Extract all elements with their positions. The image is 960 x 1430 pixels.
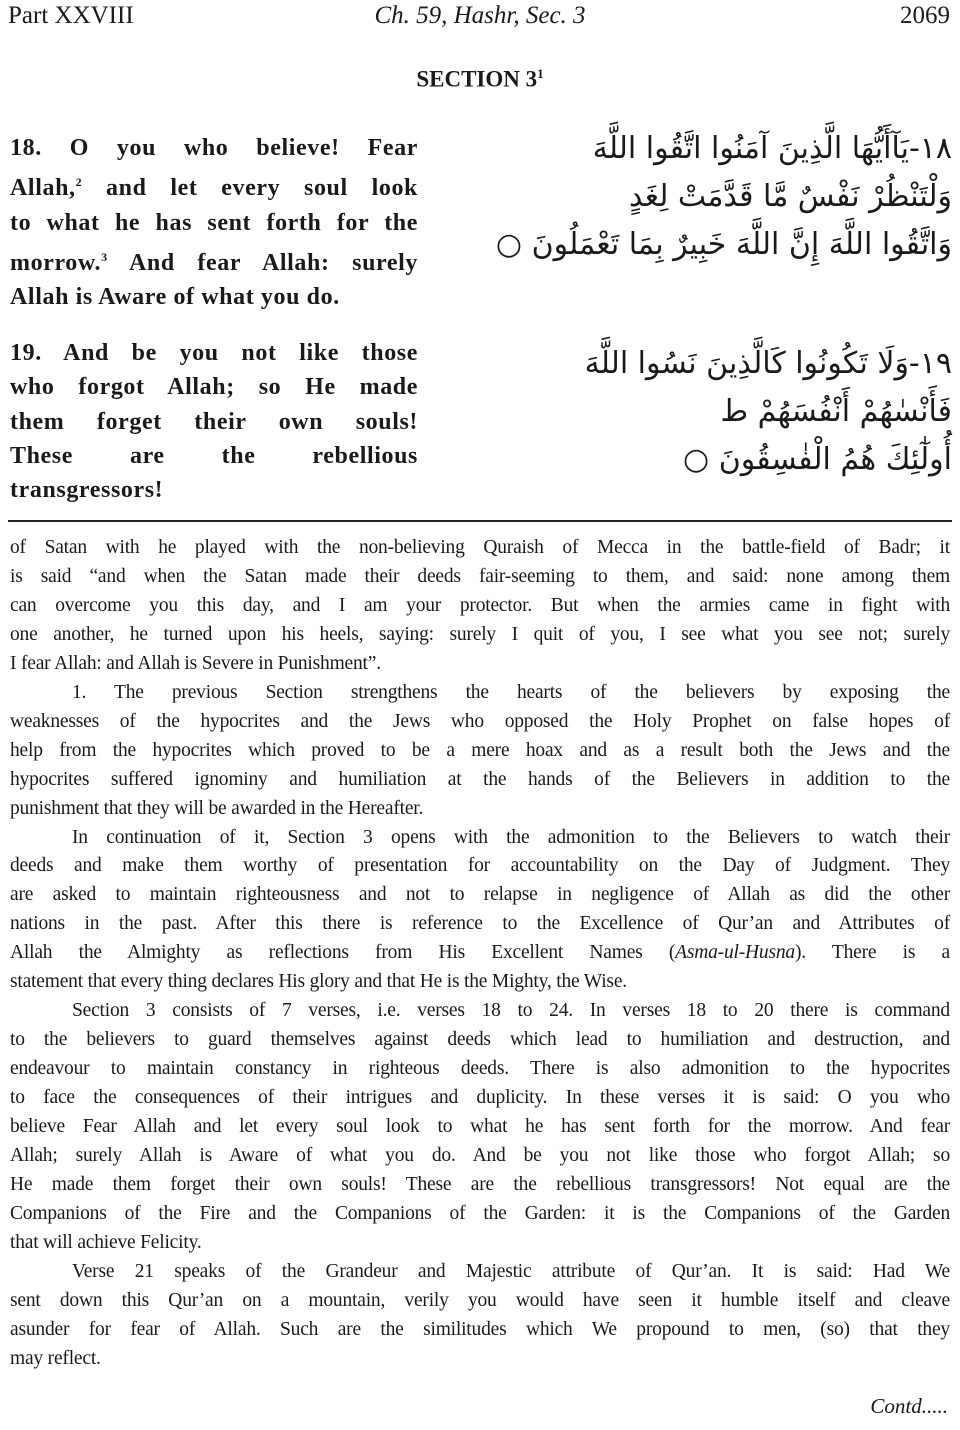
verse-line: morrow.$^3$ And fear Allah: surely — [10, 249, 418, 276]
commentary-line: statement that every thing declares His glory and that He is the Mighty, the Wise. — [10, 971, 627, 993]
commentary-line: of Satan with he played with the non-believing Quraish of Mecca in the battle-field of Badr; it — [10, 537, 950, 558]
verse-line: These are the rebellious — [10, 442, 418, 469]
divider-rule — [8, 520, 952, 522]
section-title — [0, 66, 960, 93]
commentary-line: is said “and when the Satan made their deeds fair-seeming to them, and said: none among them — [10, 565, 950, 587]
arabic-line: ١٩-وَلَا تَكُونُوا كَالَّذِينَ نَسُوا اللَّهَ — [584, 346, 952, 381]
verse-line: who forgot Allah; so He made — [10, 374, 418, 401]
commentary-line: Verse 21 speaks of the Grandeur and Majestic attribute of Qur’an. It is said: Had We — [72, 1260, 950, 1282]
verse-line: them forget their own souls! — [10, 408, 418, 435]
commentary-line: Allah; surely Allah is Aware of what you do. And be you not like those who forgot Allah; so — [10, 1145, 950, 1167]
continued-note: Contd..... — [870, 1394, 948, 1418]
footnote-ref: 3 — [101, 249, 108, 264]
commentary-line: help from the hypocrites which proved to be a mere hoax and as a result both the Jews and the — [10, 739, 950, 761]
commentary-line: may reflect. — [10, 1347, 101, 1369]
commentary-line: to face the consequences of their intrigues and duplicity. In these verses it is said: O you who — [10, 1087, 950, 1109]
commentary-line: I fear Allah: and Allah is Severe in Punishment”. — [10, 652, 381, 674]
verse-18-translation — [10, 131, 418, 314]
page-number: 2069 — [900, 2, 950, 29]
verse-line: 18. O you who believe! Fear — [10, 135, 418, 161]
running-head-chapter: Ch. 59, Hashr, Sec. 3 — [374, 2, 586, 29]
commentary-line: Section 3 consists of 7 verses, i.e. verses 18 to 24. In verses 18 to 20 there is command — [72, 1000, 950, 1022]
arabic-line: أُولٰٓئِكَ هُمُ الْفٰسِقُونَ ○ — [683, 442, 952, 477]
commentary — [10, 534, 950, 1374]
verse-line: transgressors! — [10, 477, 164, 504]
commentary-line: one another, he turned upon his heels, saying: surely I quit of you, I see what you see not; surely — [10, 623, 950, 645]
commentary-line: endeavour to maintain constancy in righteous deeds. There is also admonition to the hypocrites — [10, 1058, 950, 1080]
commentary-line: that will achieve Felicity. — [10, 1231, 202, 1253]
running-head-part: Part XXVIII — [8, 2, 134, 29]
term-italic: Asma-ul-Husna — [675, 942, 795, 964]
commentary-line: In continuation of it, Section 3 opens with the admonition to the Believers to watch their — [72, 826, 950, 848]
verse-18-arabic — [495, 125, 952, 269]
verse-19-translation — [10, 336, 418, 507]
commentary-line: nations in the past. After this there is reference to the Excellence of Qur’an and Attributes of — [10, 913, 950, 935]
footnote-ref: 2 — [75, 175, 83, 190]
commentary-line: asunder for fear of Allah. Such are the similitudes which We propound to men, (so) that they — [10, 1318, 950, 1340]
commentary-line: believe Fear Allah and let every soul look to what he has sent forth for the morrow. And fear — [10, 1116, 950, 1138]
commentary-line: He made them forget their own souls! These are the rebellious transgressors! Not equal are the — [10, 1173, 950, 1195]
commentary-line: sent down this Qur’an on a mountain, verily you would have seen it humble itself and cleave — [10, 1289, 950, 1311]
commentary-line: hypocrites suffered ignominy and humiliation at the hands of the Believers in addition to the — [10, 768, 950, 790]
commentary-line: are asked to maintain righteousness and not to relapse in negligence of Allah as did the other — [10, 884, 950, 906]
commentary-line: Companions of the Fire and the Companions of the Garden: it is the Companions of the Garden — [10, 1202, 950, 1224]
commentary-line: to the believers to guard themselves against deeds which lead to humiliation and destruction, and — [10, 1029, 950, 1051]
verse-line: to what he has sent forth for the — [10, 209, 418, 236]
verse-line: 19. And be you not like those — [10, 340, 418, 366]
verse-19-arabic — [500, 340, 952, 484]
commentary-line: deeds and make them worthy of presentation for accountability on the Day of Judgment. They — [10, 855, 950, 877]
arabic-line: وَاتَّقُوا اللَّهَ إِنَّ اللَّهَ خَبِيرٌ بِمَا تَعْمَلُونَ ○ — [495, 227, 952, 262]
footnote-ref: 1 — [537, 66, 544, 81]
arabic-line: وَلْتَنْظُرْ نَفْسٌ مَّا قَدَّمَتْ لِغَدٍ — [629, 179, 952, 214]
arabic-line: ١٨-يَآأَيُّهَا الَّذِينَ آمَنُوا اتَّقُوا اللَّهَ — [592, 131, 952, 166]
section-title-text: SECTION 3 — [416, 66, 538, 92]
commentary-line: can overcome you this day, and I am your protector. But when the armies came in fight with — [10, 594, 950, 616]
commentary-line: 1. The previous Section strengthens the hearts of the believers by exposing the — [72, 681, 950, 703]
verse-line: Allah is Aware of what you do. — [10, 284, 340, 311]
commentary-line: Allah the Almighty as reflections from His Excellent Names (Asma-ul-Husna). There is a — [10, 942, 950, 964]
commentary-line: weaknesses of the hypocrites and the Jews who opposed the Holy Prophet on false hopes of — [10, 710, 950, 732]
verse-line: Allah,$^2$ and let every soul look — [10, 175, 418, 202]
commentary-line: punishment that they will be awarded in the Hereafter. — [10, 797, 424, 819]
arabic-line: فَأَنْسٰهُمْ أَنْفُسَهُمْ ط — [720, 394, 952, 429]
